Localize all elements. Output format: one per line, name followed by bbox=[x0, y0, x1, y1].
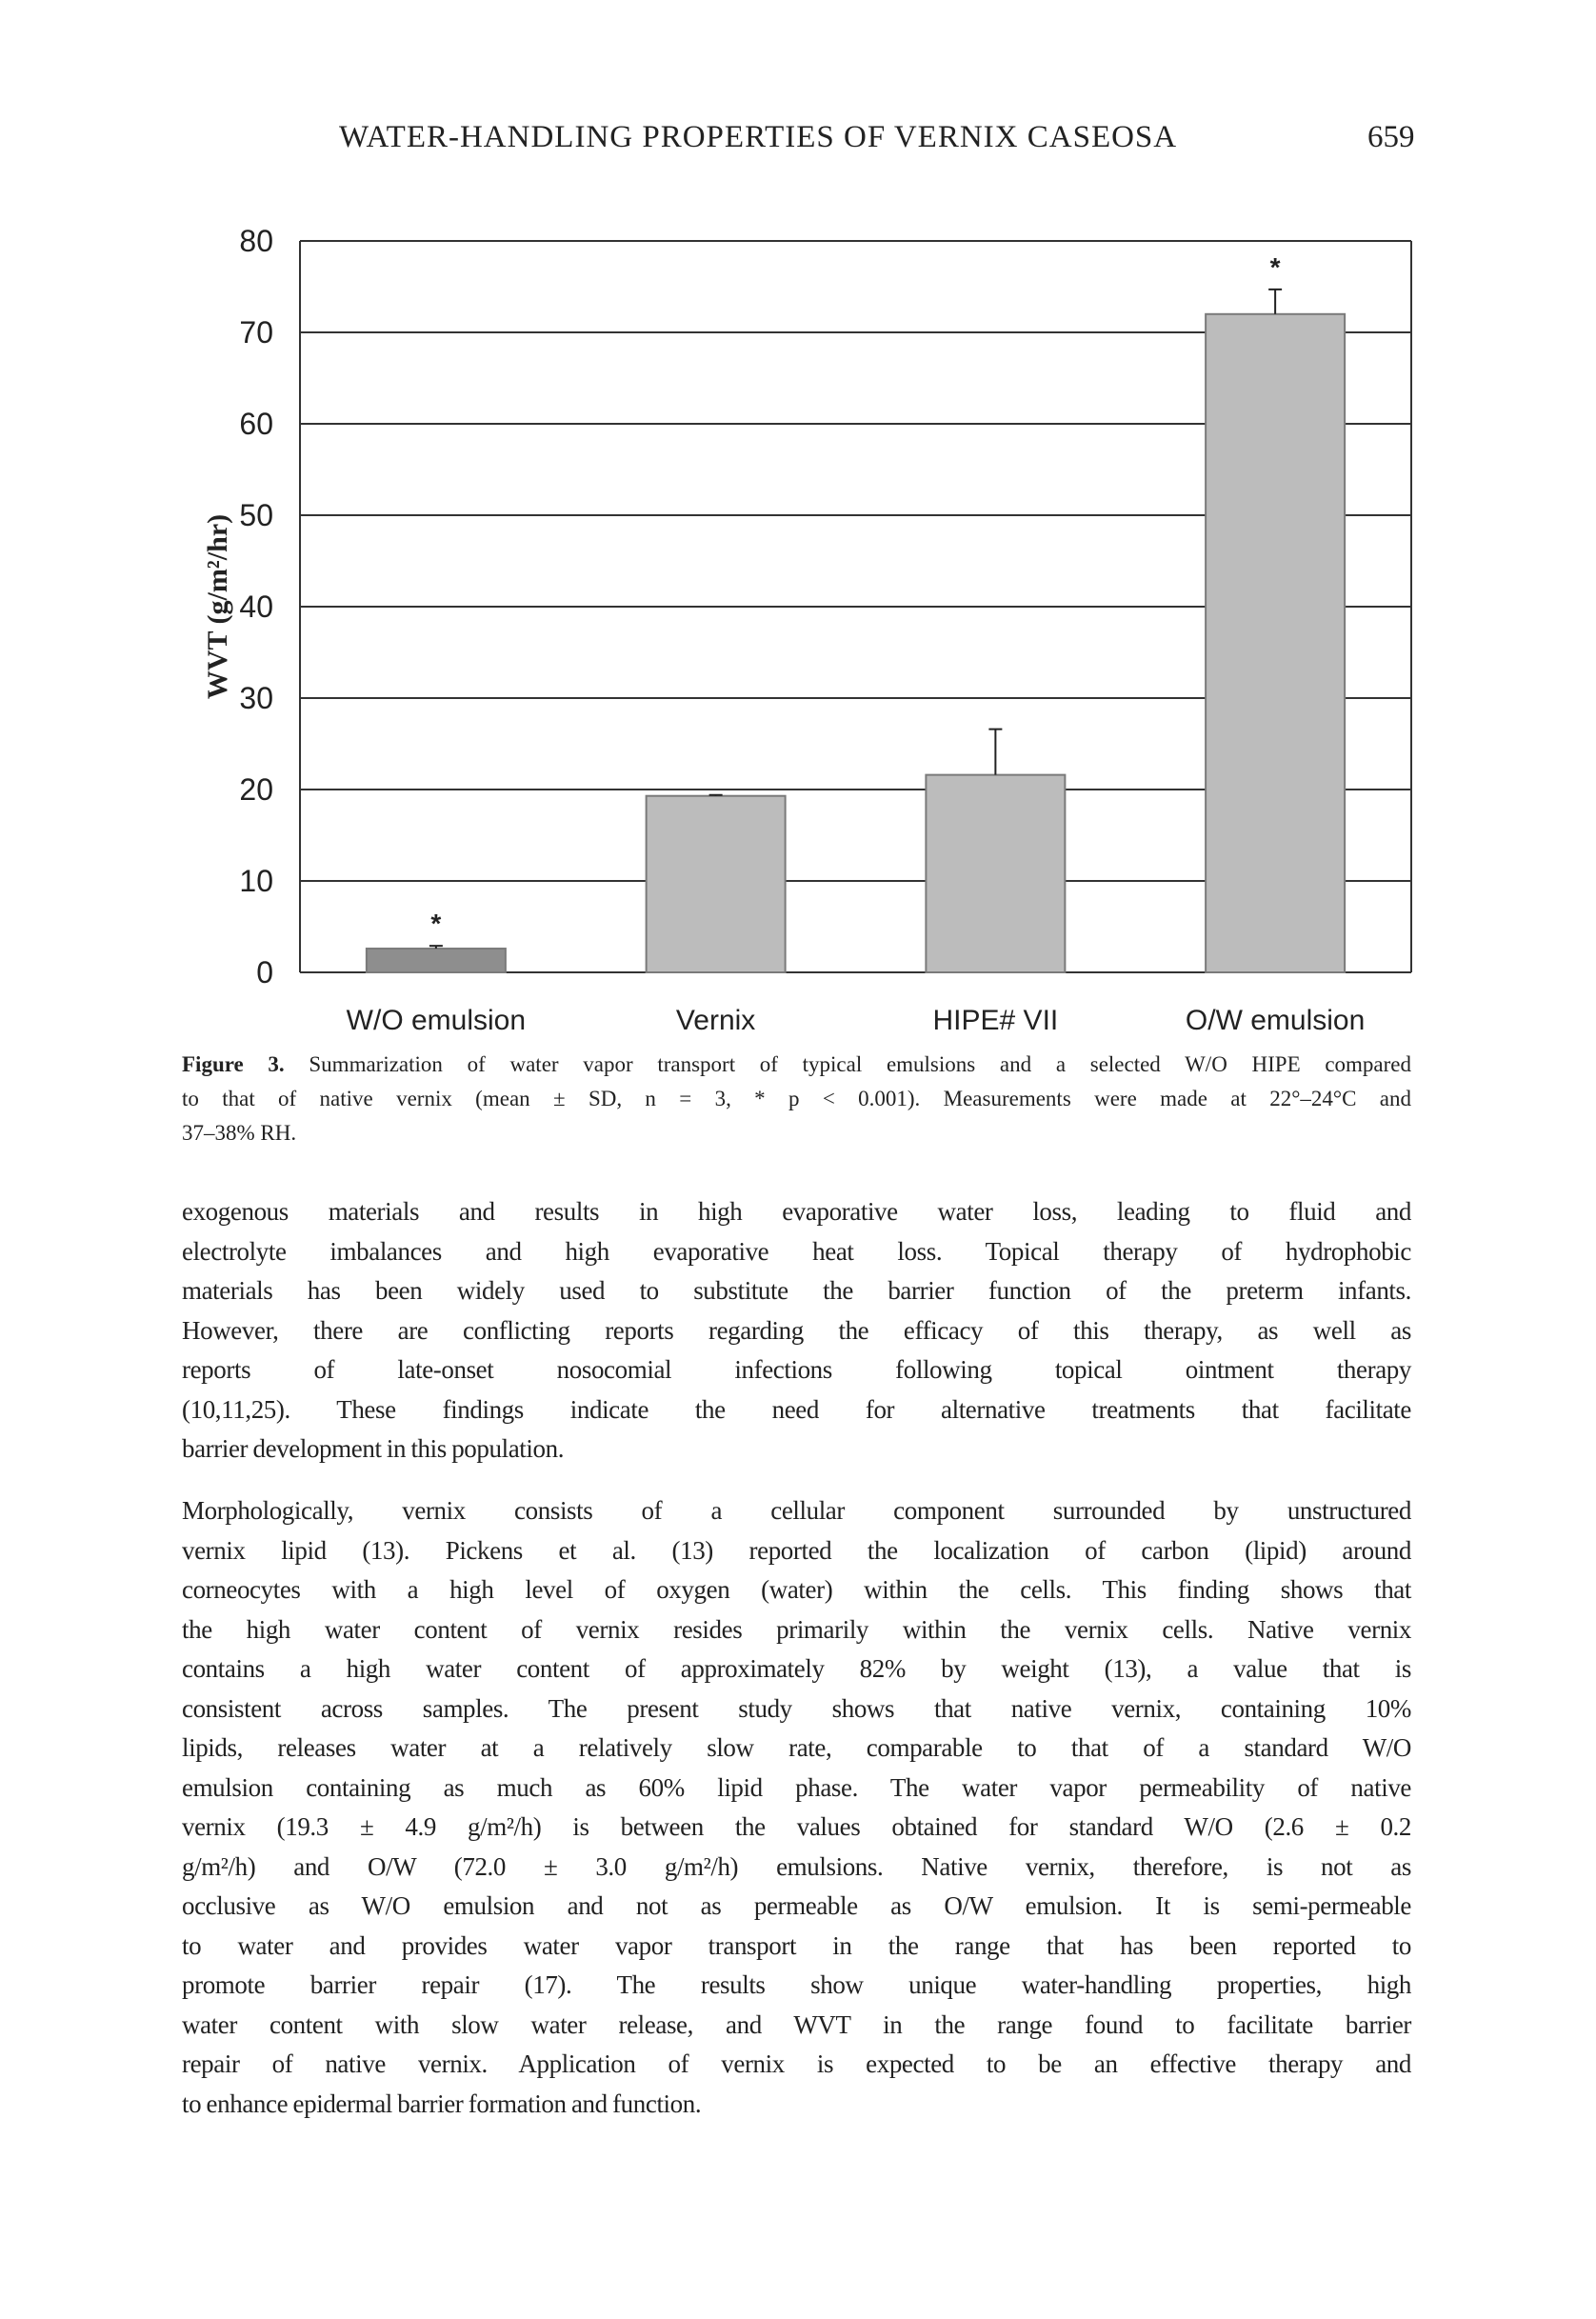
text-line: promote barrier repair (17). The results show unique water-handling properties, high bbox=[182, 1970, 1411, 1999]
figure-caption bbox=[182, 1048, 1411, 1150]
y-tick-label: 40 bbox=[239, 590, 273, 624]
text-line: the high water content of vernix resides primarily within the vernix cells. Native vernix bbox=[182, 1614, 1411, 1644]
text-line: lipids, releases water at a relatively slow rate, comparable to that of a standard W/O bbox=[182, 1733, 1411, 1762]
y-tick-label: 70 bbox=[239, 315, 273, 350]
text-line: to water and provides water vapor transport in the range that has been reported to bbox=[182, 1930, 1411, 1960]
significance-marker: * bbox=[430, 909, 442, 939]
bar bbox=[647, 796, 786, 972]
text-line: corneocytes with a high level of oxygen (water) within the cells. This finding shows that bbox=[182, 1575, 1411, 1604]
text-line: (10,11,25). These findings indicate the need for alternative treatments that facilitate bbox=[182, 1394, 1411, 1424]
y-tick-label: 80 bbox=[239, 224, 273, 258]
text-line: barrier development in this population. bbox=[182, 1434, 565, 1463]
text-line: occlusive as W/O emulsion and not as permeable as O/W emulsion. It is semi-permeable bbox=[182, 1891, 1411, 1920]
text-line: electrolyte imbalances and high evaporative heat loss. Topical therapy of hydrophobic bbox=[182, 1236, 1411, 1266]
y-tick-label: 50 bbox=[239, 498, 273, 532]
significance-marker: * bbox=[1269, 251, 1281, 282]
text-line: repair of native vernix. Application of vernix is expected to be an effective therapy and bbox=[182, 2049, 1411, 2078]
wvt-bar-chart bbox=[0, 0, 1596, 1048]
y-tick-label: 0 bbox=[256, 955, 273, 990]
caption-line: Figure 3. Summarization of water vapor transport of typical emulsions and a selected W/O HIPE compared bbox=[182, 1052, 1411, 1076]
figure-label: Figure 3. bbox=[182, 1052, 285, 1076]
y-tick-label: 30 bbox=[239, 681, 273, 715]
text-line: vernix (19.3 ± 4.9 g/m²/h) is between the values obtained for standard W/O (2.6 ± 0.2 bbox=[182, 1812, 1411, 1841]
text-line: water content with slow water release, and WVT in the range found to facilitate barrier bbox=[182, 2009, 1411, 2039]
x-category-label: W/O emulsion bbox=[346, 1005, 527, 1036]
text-line: consistent across samples. The present study shows that native vernix, containing 10% bbox=[182, 1693, 1411, 1723]
text-line: vernix lipid (13). Pickens et al. (13) reported the localization of carbon (lipid) around bbox=[182, 1535, 1411, 1565]
y-axis-label: WVT (g/m²/hr) bbox=[202, 513, 233, 700]
paragraph-2 bbox=[182, 1491, 1411, 2124]
text-line: Morphologically, vernix consists of a cellular component surrounded by unstructured bbox=[182, 1496, 1411, 1525]
caption-line: 37–38% RH. bbox=[182, 1121, 297, 1145]
text-line: exogenous materials and results in high evaporative water loss, leading to fluid and bbox=[182, 1197, 1411, 1226]
page-number: 659 bbox=[1367, 120, 1415, 154]
text-line: materials has been widely used to substitute the barrier function of the preterm infants. bbox=[182, 1276, 1411, 1305]
x-category-label: O/W emulsion bbox=[1185, 1005, 1366, 1036]
text-line: contains a high water content of approximately 82% by weight (13), a value that is bbox=[182, 1654, 1411, 1683]
text-line: emulsion containing as much as 60% lipid phase. The water vapor permeability of native bbox=[182, 1772, 1411, 1802]
bar bbox=[367, 949, 506, 972]
bar bbox=[1206, 314, 1345, 972]
text-line: g/m²/h) and O/W (72.0 ± 3.0 g/m²/h) emulsions. Native vernix, therefore, is not as bbox=[182, 1851, 1411, 1881]
y-tick-label: 60 bbox=[239, 407, 273, 441]
text-line: However, there are conflicting reports regarding the efficacy of this therapy, as well as bbox=[182, 1315, 1411, 1345]
bar bbox=[926, 775, 1065, 972]
paragraph-1 bbox=[182, 1192, 1411, 1469]
y-tick-label: 10 bbox=[239, 864, 273, 898]
y-tick-label: 20 bbox=[239, 772, 273, 807]
running-header: WATER-HANDLING PROPERTIES OF VERNIX CASEOSA bbox=[339, 120, 1178, 154]
x-category-label: Vernix bbox=[675, 1005, 756, 1036]
x-category-label: HIPE# VII bbox=[932, 1005, 1059, 1036]
caption-line: to that of native vernix (mean ± SD, n = 3, * p < 0.001). Measurements were made at 22°–24°C and bbox=[182, 1087, 1411, 1110]
text-line: to enhance epidermal barrier formation and function. bbox=[182, 2089, 702, 2118]
text-line: reports of late-onset nosocomial infections following topical ointment therapy bbox=[182, 1355, 1411, 1384]
